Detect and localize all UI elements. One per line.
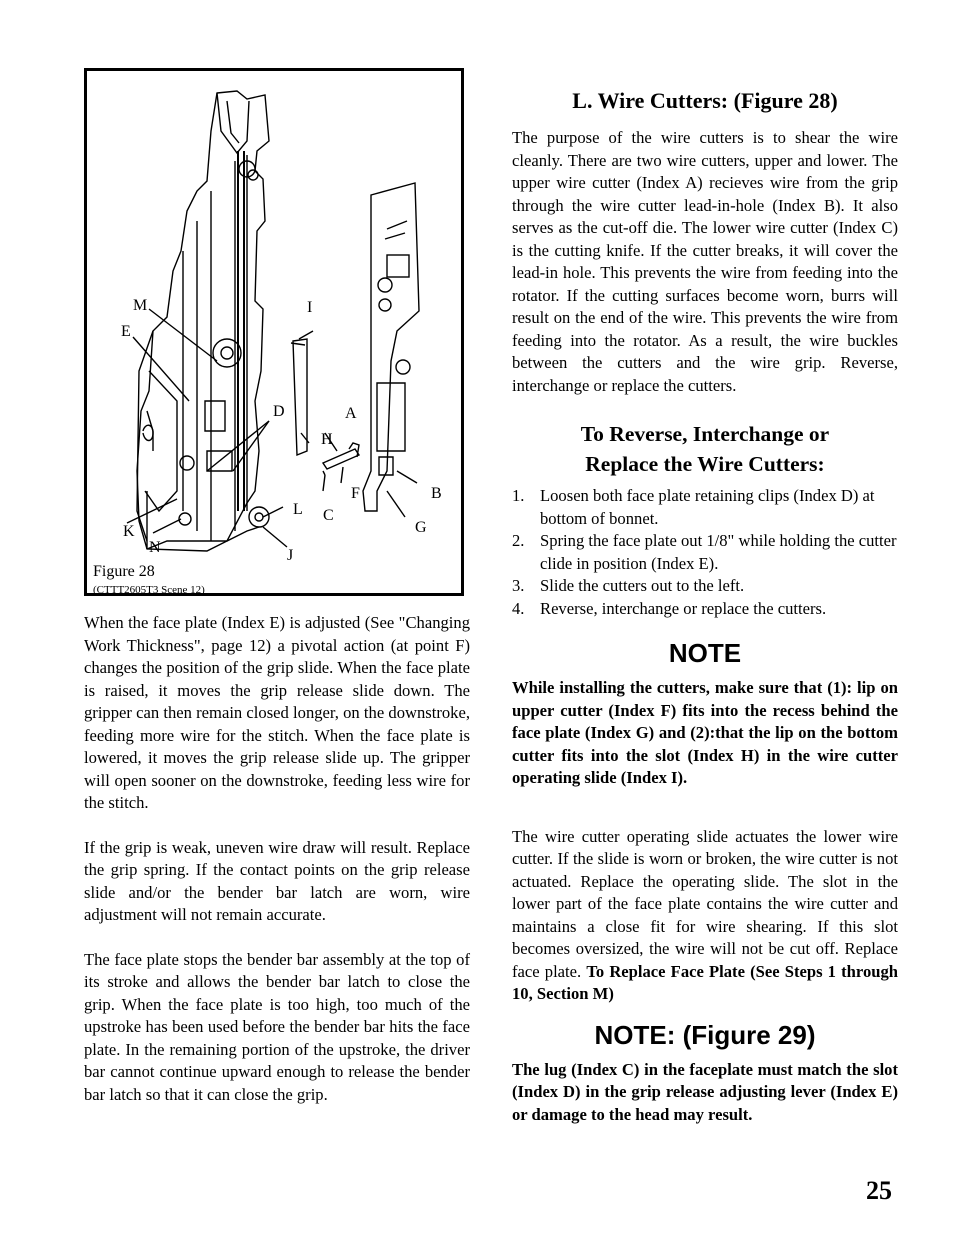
- right-column: [512, 88, 898, 1126]
- left-column: [84, 68, 470, 1106]
- left-paragraph-3: The face plate stops the bender bar assembly at the top of its stroke and allows the bender bar latch to close the grip. When the face plate is too high, too much of the upstroke has been used before the bender bar hits the face plate. In the remaining portion of the upstroke, the driver bar cannot continue upward enough to release the bender bar latch so that it can close the grip.: [84, 949, 470, 1104]
- label-f: F: [351, 485, 360, 502]
- label-i: I: [307, 299, 313, 316]
- label-m: M: [133, 297, 148, 314]
- list-item: [512, 575, 898, 598]
- note-figure-29-text: The lug (Index C) in the faceplate must match the slot (Index D) in the grip release adjusting lever (Index E) or damage to the head may result.: [512, 1059, 898, 1124]
- step-text: Slide the cutters out to the left.: [540, 576, 745, 595]
- figure-28: [84, 68, 464, 596]
- label-b: B: [431, 485, 442, 502]
- subheading: [512, 419, 898, 479]
- label-a: A: [345, 405, 357, 422]
- replace-face-plate-ref: To Replace Face Plate (See Steps 1 through 10, Section M): [512, 961, 898, 1003]
- stitcher-head-illustration: [87, 71, 461, 593]
- left-text: [84, 612, 470, 1106]
- figure-caption: Figure 28: [93, 563, 155, 580]
- step-text: Reverse, interchange or replace the cutters.: [540, 598, 827, 618]
- label-k: K: [123, 523, 135, 540]
- step-number: 4.: [512, 598, 525, 618]
- label-l: L: [293, 501, 303, 518]
- left-paragraph-1: When the face plate (Index E) is adjusted (See "Changing Work Thickness", page 12) a pivotal action (at point F) changes the position of the grip slide. When the face plate is raised, it moves the grip release slide down. The gripper can then remain closed longer, on the downstroke, feeding more wire for the stitch. When the face plate is lowered, it moves the grip release slide up. The gripper will open sooner on the downstroke, feeding less wire for the stitch.: [84, 613, 470, 812]
- label-c: C: [323, 507, 334, 524]
- label-d: D: [273, 403, 285, 420]
- figure-subcaption: (CTTT2605T3 Scene 12): [93, 584, 205, 596]
- operating-slide-text: The wire cutter operating slide actuates the lower wire cutter. If the slide is worn or broken, the wire cutter is not actuated. Replace the operating slide. The slot in the lower part of the face plate contains the wire cutter and maintains a close fit for wire shearing. If this slot becomes oversized, the wire will not be cut off. Replace face plate.: [512, 826, 898, 981]
- list-item: [512, 530, 898, 575]
- note-heading: NOTE: [668, 638, 742, 668]
- step-number: 2.: [512, 531, 525, 550]
- label-n: N: [149, 539, 161, 556]
- note-figure-29-heading: NOTE: (Figure 29): [594, 1019, 816, 1050]
- subheading-line-1: To Reverse, Interchange or: [580, 422, 830, 446]
- label-e: E: [121, 323, 131, 340]
- step-text: Loosen both face plate retaining clips (Index D) at bottom of bonnet.: [540, 486, 875, 528]
- list-item: [512, 598, 898, 621]
- page-number: 25: [866, 1176, 892, 1205]
- operating-slide-paragraph: [512, 826, 898, 1006]
- label-j: J: [287, 547, 294, 564]
- left-paragraph-2: If the grip is weak, uneven wire draw will result. Replace the grip spring. If the contact points on the grip release slide and/or the bender bar latch are worn, wire adjustment will not remain accurate.: [84, 837, 470, 924]
- list-item: [512, 485, 898, 530]
- step-text: Spring the face plate out 1/8" while holding the cutter clide in position (Index E).: [540, 531, 897, 573]
- label-g: G: [415, 519, 427, 536]
- section-title: L. Wire Cutters: (Figure 28): [572, 88, 838, 113]
- steps-list: [512, 485, 898, 620]
- subheading-line-2: Replace the Wire Cutters:: [585, 452, 825, 476]
- intro-paragraph: The purpose of the wire cutters is to shear the wire cleanly. There are two wire cutters, upper and lower. The upper wire cutter (Index A) recieves wire from the grip through the wire cutter lead-in-hole (Index B). It also serves as the cut-off die. The lower wire cutter (Index C) is the cutting knife. If the cutter breaks, it will cover the lead-in hole. This prevents the wire from feeding into the rotator. If the cutting surfaces become worn, burrs will result on the end of the wire. This prevents the wire from feeding into the rotator. As a result, the wire buckles between the cutters and the wire grip. Reverse, interchange or replace the cutters.: [512, 128, 898, 395]
- note-text: While installing the cutters, make sure that (1): lip on upper cutter (Index F) fits into the recess behind the face plate (Index G) and (2):that the lip on the bottom cutter fits into the slot (Index H) in the wire cutter operating slide (Index I).: [512, 678, 898, 787]
- label-h: H: [321, 431, 333, 448]
- step-number: 1.: [512, 486, 525, 505]
- step-number: 3.: [512, 576, 525, 595]
